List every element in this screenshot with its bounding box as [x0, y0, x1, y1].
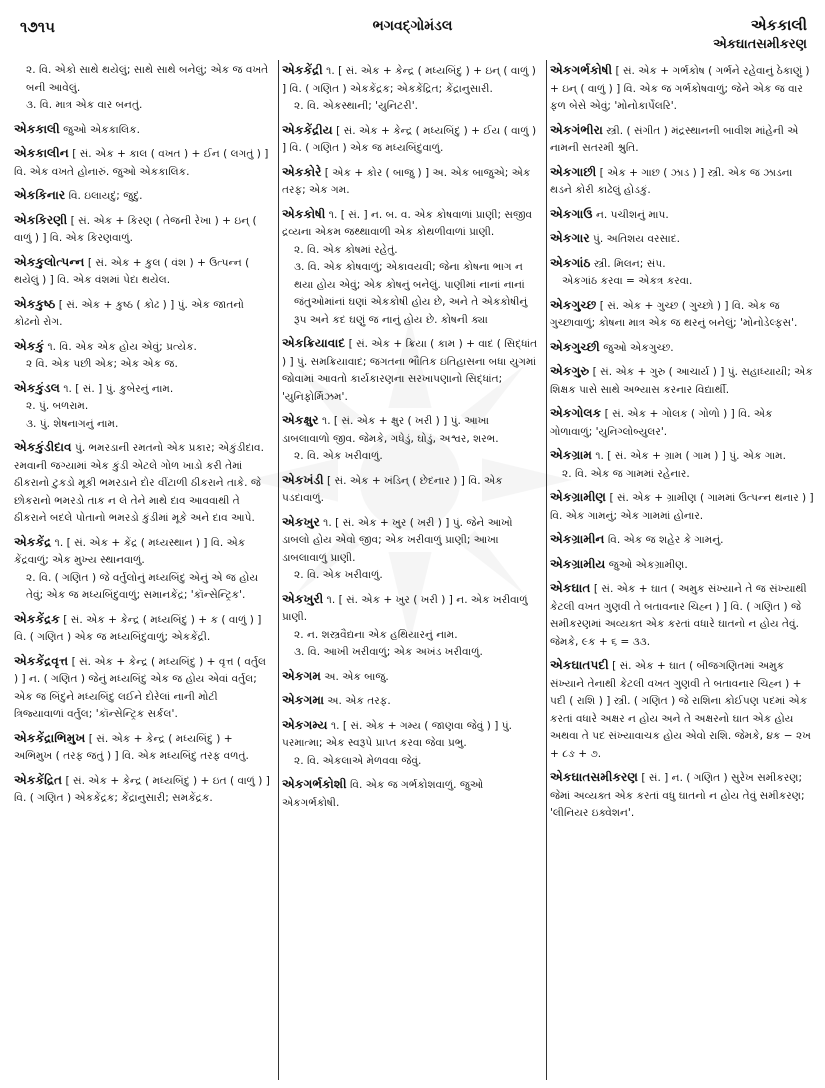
headword: એકકાલી: [14, 121, 60, 136]
dictionary-entry: [550, 657, 814, 763]
definition: પું. ભમરડાની રમતનો એક પ્રકાર; એકુંડીદાવ. રમવાની જગ્યામાં એક કુંડી એટલે ગોળ ખાડો કરી તેમાં ઠીકરાનો ટુકડો મૂકી ભમરડાને દોર વીંટાળી ઠીકરાને તાકે. જે છોકરાનો ભમરડો તાક ન લે તેને માથે દાવ આવવાથી તે ઠીકરાને બદલે પોતાનો ભમરડો કુંડીમાં મૂકે અને દાવ આપે.: [14, 442, 265, 524]
headword: એકગમ્ય: [282, 717, 328, 732]
definition: [ એક + ગાછ ( ઝાડ ) ] સ્ત્રી. એક જ ઝાડના થડને કોરી કાઢેલું હોડકું.: [550, 166, 793, 196]
dictionary-entry: [14, 212, 270, 248]
dictionary-entry: [282, 776, 538, 812]
definition: [ સં. એક + ક્રિયા ( કામ ) + વાદ ( સિદ્ધાંત ) ] પું. સમક્રિયાવાદ; જગતના ભૌતિક ઇતિહાસના બધા યુગમાં જોવામાં આવતો કાર્યકારણના સરખાપણાનો સિદ્ધાંત; 'યુનિફોર્મિઝમ'.: [282, 338, 538, 403]
definition: [ એક + કોર ( બાજુ ) ] અ. એક બાજુએ; એક તરફ; એક ગમ.: [282, 166, 531, 196]
headword: એકગાંઠ: [550, 255, 591, 270]
dictionary-entry: [14, 145, 270, 181]
definition: [ સં. એક + કાલ ( વખત ) + ઈન ( લગતું ) ] વિ. એક વખતે હોનારું. જુઓ એકકાલિક.: [14, 148, 269, 178]
definition: વિ. એક જ શહેર કે ગામનું.: [607, 534, 724, 546]
column-3: [550, 62, 814, 1082]
sub-definition: ૨ વિ. એક પછી એક; એક એક જ.: [26, 358, 178, 370]
headword: એકકોરે: [282, 164, 322, 179]
definition: ૧. [ સં. એક + ખુર ( ખરી ) ] પું. જેને આખો ડાબલો હોય એવો જીવ; એક ખરીવાળું પ્રાણી; આખા ડાબલાવાળું પ્રાણી.: [282, 516, 513, 564]
headword: એકગુરુ: [550, 364, 590, 378]
dictionary-entry: [550, 230, 814, 249]
definition: [ સં. એક + ગુરુ ( આચાર્ય ) ] પું. સહાધ્યાયી; એક શિક્ષક પાસે સાથે અભ્યાસ કરનાર વિદ્યાર્થી.: [550, 366, 813, 396]
dictionary-entry: [550, 164, 814, 200]
headword: એકગર્ભકોષી: [550, 63, 613, 77]
dictionary-entry: [14, 653, 270, 724]
headword: એકગમા: [282, 693, 324, 707]
dictionary-entry: [14, 772, 270, 808]
definition: ન. પચીશનું માપ.: [595, 208, 669, 221]
dictionary-entry: [282, 164, 538, 200]
headword: એકગમ: [282, 668, 321, 683]
definition: [ સં. એક + ગુચ્છ ( ગુચ્છો ) ] વિ. એક જ ગુચ્છાવાળું; કોષના માત્ર એક જ થરનું બનેલું; 'મોનોડેલ્ફસ'.: [550, 299, 798, 329]
definition: [ સં. એક + ગ્રામીણ ( ગામમાં ઉત્પન્ન થનાર ) ] વિ. એક ગામનું; એક ગામમાં હોનાર.: [550, 492, 814, 522]
headword: એકકેંદ્રાભિમુખ: [14, 730, 86, 745]
definition: અ. એક બાજુ.: [324, 670, 389, 683]
definition: ૧. [ સં. એક + ખુર ( ખરી ) ] ન. એક ખરીવાળું પ્રાણી.: [282, 593, 528, 623]
headword: એકગ્રામ: [550, 448, 592, 462]
definition: સ્ત્રી. મિલન; સંપ.: [593, 257, 666, 270]
sub-definition: ૨. વિ. એકસ્થાની; 'યુનિટરી'.: [294, 100, 418, 112]
definition: ૧. [ સં. ] પું. કુબેરનું નામ.: [63, 382, 174, 395]
page-header: [0, 0, 825, 64]
definition: ૧. [ સં. એક + ગમ્ય ( જાણવા જેવું ) ] પું. પરમાત્મા; એક સ્વરૂપે પ્રાપ્ત કરવા જેવા પ્રભુ.: [282, 719, 512, 749]
definition: જુઓ એકકાલિક.: [63, 123, 140, 136]
definition: [ સં. એક + ગર્ભકોષ ( ગર્ભને રહેવાનું ઠેકાણું ) + ઇન્ ( વાળું ) ] વિ. એક જ ગર્ભકોષવાળું; જેને એક જ વાર ફળ બેસે એવું; 'મોનોકાર્પેલરિ'.: [550, 65, 810, 112]
column-1: [14, 62, 270, 1082]
headword: એકગ્રામીય: [550, 556, 606, 571]
dictionary-entry: [282, 412, 538, 466]
definition: ૧. [ સં. એક + ગ્રામ ( ગામ ) ] પું. એક ગામ.: [595, 450, 786, 462]
dictionary-entry: [550, 489, 814, 525]
dictionary-entry: [550, 339, 814, 358]
headword: એકગોલક: [550, 406, 602, 420]
definition: જુઓ એકગુચ્છ.: [603, 341, 674, 354]
headword: એકકું: [14, 338, 45, 353]
headword: એકક્ષુર: [282, 413, 319, 427]
dictionary-entry: [14, 254, 270, 290]
headword: એકકિનાર: [14, 188, 66, 202]
dictionary-entry: [14, 534, 270, 605]
dictionary-entry: [550, 556, 814, 575]
headword: એકગાઉ: [550, 206, 593, 221]
definition: [ સં. એક + કેન્દ્ર ( મધ્યબિંદુ ) + ઇત ( વાળું ) ] વિ. ( ગણિત ) એકકેંદ્રક; કેંદ્રાનુસારી; સમકેંદ્રક.: [14, 774, 270, 804]
definition: ૧. [ સં. એક + કેન્દ્ર ( મધ્યબિંદુ ) + ઇન્ ( વાળું ) ] વિ. ( ગણિત ) એકકેંદ્રક; એકકેંદ્રિત; કેંદ્રાનુસારી.: [282, 65, 536, 95]
sub-definition: ૨. ન. શસ્ત્રવૈદ્યના એક હથિયારનું નામ.: [294, 628, 458, 641]
page-number: ૧૭૧૫: [20, 18, 55, 36]
dictionary-entry: [550, 206, 814, 225]
sub-definition: ૨. વિ. એકો સાથે થયેલું; સાથે સાથે બનેલું; એક જ વખતે બની આવેલું.: [26, 64, 269, 94]
headword: એકઘાત: [550, 581, 591, 595]
definition: [ સં. એક + કેન્દ્ર ( મધ્યબિંદુ ) + ઈય ( વાળું ) ] વિ. ( ગણિત ) એક જ મધ્યબિંદુવાળું.: [282, 124, 537, 154]
dictionary-entry: [14, 121, 270, 140]
headword: એકખંડી: [282, 472, 324, 487]
headword: એકગાછી: [550, 164, 597, 179]
dictionary-entry: [282, 472, 538, 508]
headword: એકગ્રામીણ: [550, 490, 607, 504]
definition: વિ. એક જ ગર્ભકોશવાળું. જુઓ એકગર્ભકોષી.: [282, 779, 484, 809]
headword: એકગંભીરા: [550, 122, 603, 137]
dictionary-entry: [14, 730, 270, 766]
definition: જુઓ એકગ્રામીણ.: [608, 558, 688, 571]
dictionary-entry: [550, 580, 814, 651]
definition: અ. એક તરફ.: [327, 695, 391, 707]
sub-definition: ૨. વિ. એક કોષમાં રહેતું.: [294, 243, 398, 256]
definition: સ્ત્રી. ( સંગીત ) મંદ્રસ્થાનની બાવીશ માંહેની એ નામની સતરમી શ્રુતિ.: [550, 124, 799, 154]
dictionary-entry: [550, 447, 814, 483]
dictionary-entry: [550, 531, 814, 550]
definition: [ સં. એક + કેન્દ્ર ( મધ્યબિંદુ ) + ક ( વાળું ) ] વિ. ( ગણિત ) એક જ મધ્યબિંદુવાળું; એકકેંદ્રી.: [14, 613, 262, 643]
dictionary-entry: [550, 405, 814, 441]
sub-definition: ૩. વિ. માત્ર એક વાર બનતું.: [26, 99, 143, 111]
sub-definition: ૨. વિ. એક જ ગામમાં રહેનાર.: [562, 467, 690, 480]
dictionary-entry: [282, 335, 538, 406]
headword: એકકિરણી: [14, 212, 68, 227]
definition: [ સં. એક + કુષ્ઠ ( કોઢ ) ] પું. એક જાતનો કોઢનો રોગ.: [14, 298, 244, 328]
headword: એકગર્ભકોશી: [282, 777, 347, 791]
dictionary-entry: [14, 62, 270, 115]
sub-definition: ૨. વિ. એક ખરીવાળું.: [294, 450, 383, 462]
headword: એકગ્રામીન: [550, 532, 605, 546]
dictionary-entry: [550, 255, 814, 291]
headword: એકગુચ્છ: [550, 297, 597, 312]
definition: ૧. [ સં. એક + કેંદ્ર ( મધ્યસ્થાન ) ] વિ. એક કેંદ્રવાળું; એક મુખ્ય સ્થાનવાળું.: [14, 536, 246, 566]
dictionary-entry: [14, 296, 270, 332]
dictionary-entry: [550, 62, 814, 116]
headword: એકકોષી: [282, 206, 326, 221]
definition: [ સં. એક + ઘાત ( અમુક સંખ્યાને તે જ સંખ્યાથી કેટલી વખત ગુણવી તે બતાવનાર ચિહ્ન ) ] વિ. ( ગણિત ) જે સમીકરણમાં અવ્યક્ત એક કરતાં વધારે ઘાતનો ન હોય તેવું. જેમકે, ૯ક + ૬ = ૩૩.: [550, 583, 807, 648]
dictionary-entry: [282, 62, 538, 116]
definition: ૧. [ સં. ] ન. બ. વ. એક કોષવાળાં પ્રાણી; સજીવ દ્રવ્યના એકમ જથ્થાવાળી એક કોથળીવાળાં પ્રાણી.: [282, 208, 533, 238]
dictionary-columns: [14, 62, 814, 1082]
dictionary-entry: [14, 439, 270, 528]
definition: [ સં. એક + કેન્દ્ર ( મધ્યબિંદુ ) + વૃત્ત ( વર્તુલ ) ] ન. ( ગણિત ) જેનું મધ્યબિંદુ એક જ હોય એવાં વર્તુલ; એક જ બિંદુને મધ્યબિંદુ લઈને દોરેલાં નાની મોટી ત્રિજ્યાવાળાં વર્તુલ; 'કૉન્સેન્ટ્રિક સર્કલ'.: [14, 655, 267, 720]
definition: ૧. [ સં. એક + ક્ષુર ( ખરી ) ] પું. આખા ડાબલાવાળો જીવ. જેમકે, ગધેડું, ઘોડું, અશ્વર, શરભ.: [282, 415, 499, 445]
headword: એકઘાતપદી: [550, 658, 609, 672]
dictionary-entry: [282, 591, 538, 662]
headword: એકઘાતસમીકરણ: [550, 770, 638, 784]
headword: એકકેંદ્રવૃત્ત: [14, 653, 69, 668]
definition: [ સં. એક + કિરણ ( તેજની રેખા ) + ઇન્ ( વાળું ) ] વિ. એક કિરણવાળું.: [14, 214, 257, 244]
definition: [ સં. એક + કેન્દ્ર ( મધ્યબિંદુ ) + અભિમુખ ( તરફ જતું ) ] વિ. એક મધ્યબિંદુ તરફ વળતું.: [14, 732, 249, 762]
dictionary-entry: [282, 514, 538, 585]
column-2: [282, 62, 538, 1082]
guide-word-bottom: એકઘાતસમીકરણ: [713, 37, 807, 52]
sub-definition: ૨. વિ. ( ગણિત ) જે વર્તુલોનું મધ્યબિંદુ એનું એ જ હોય તેવું; એક જ મધ્યબિંદુવાળું; સમાનકેંદ્ર; 'કૉન્સેન્ટ્રિક'.: [26, 571, 259, 601]
headword: એકકુંડલ: [14, 380, 60, 395]
dictionary-entry: [550, 297, 814, 333]
sub-definition: ૩. પું. શેષનાગનું નામ.: [26, 417, 119, 430]
sub-definition: ૨. વિ. એકલાએ મેળવવા જેવું.: [294, 754, 422, 767]
dictionary-entry: [14, 338, 270, 374]
headword: એકકેંદ્રિત: [14, 772, 63, 787]
guide-words: [713, 16, 807, 52]
definition: ૧. વિ. એક એક હોય એવું; પ્રત્યેક.: [47, 340, 197, 353]
definition: [ સં. એક + ઘાત ( બીજગણિતમાં અમુક સંખ્યાને તેનાથી કેટલી વખત ગુણવી તે બતાવનાર ચિહ્ન ) + પદી ( રાશિ ) ] સ્ત્રી. ( ગણિત ) જે રાશિના કોઈપણ પદમાં એક કરતાં વધારે અક્ષર ન હોય અને તે અક્ષરનો ઘાત એક હોય અથવા તે પદ સંખ્યાવાચક હોય એવો રાશિ. જેમકે, ૪ક − ૨ખ + ૮ઙ + ૭.: [550, 660, 811, 760]
headword: એકકાલીન: [14, 146, 69, 160]
definition: [ સં. એક + ગોલક ( ગોળો ) ] વિ. એક ગોળાવાળું; 'યુનિગ્લોબ્યુલર'.: [550, 408, 773, 438]
page-title: ભગવદ્ગોમંડલ: [372, 18, 453, 34]
definition: પું. અતિશય વરસાદ.: [593, 233, 680, 245]
headword: એકકેંદ્ર: [14, 534, 52, 549]
dictionary-entry: [550, 769, 814, 823]
headword: એકગાર: [550, 231, 590, 245]
headword: એકગુચ્છી: [550, 339, 600, 354]
sub-definition: ૨. વિ. એક ખરીવાળું.: [294, 569, 383, 581]
definition: [ સં. એક + કુલ ( વંશ ) + ઉત્પન્ન ( થયેલું ) ] વિ. એક વંશમાં પેદા થયેલ.: [14, 256, 250, 286]
dictionary-entry: [14, 187, 270, 206]
dictionary-entry: [14, 611, 270, 647]
sub-definition: ૩. વિ. આખી ખરીવાળું; એક અખંડ ખરીવાળું.: [294, 646, 483, 658]
sub-definition: ૨. પું. બળરામ.: [26, 400, 89, 412]
definition: વિ. ઇલાયદું; જુદું.: [68, 190, 143, 202]
headword: એકકુષ્ઠ: [14, 296, 56, 311]
dictionary-entry: [550, 122, 814, 158]
dictionary-entry: [282, 122, 538, 158]
headword: એકકેંદ્રક: [14, 611, 60, 626]
dictionary-entry: [282, 206, 538, 330]
definition: [ સં. ] ન. ( ગણિત ) સુરેખ સમીકરણ; જેમાં અવ્યક્ત એક કરતાં વધુ ઘાતનો ન હોય તેવું સમીકરણ; 'લીનિયર ઇક્વેશન'.: [550, 772, 805, 819]
headword: એકકુલોત્પન્ન: [14, 254, 85, 269]
sub-definition: ૩. વિ. એક કોષવાળું; એકાવયવી; જેના કોષના ભાગ ન થયા હોય એવું; એક કોષનું બનેલું. પાણીમાં નાનાં નાનાં જંતુઓમાંનાં ઘણાં એકકોષી હોય છે, અને તે એકકોષીનું રૂપ અને કદ ઘણું જ નાનું હોય છે. કોષની ક્યા: [294, 261, 528, 326]
headword: એકખુરી: [282, 591, 324, 606]
headword: એકક્રિયાવાદ: [282, 336, 346, 350]
headword: એકખુર: [282, 514, 320, 529]
dictionary-entry: [282, 668, 538, 687]
headword: એકકેંદ્રી: [282, 63, 323, 77]
sub-definition: એકગાંઠ કરવા = એકત્ર કરવા.: [562, 275, 693, 287]
definition: [ સં. એક + ખંડિન્ ( છેદનાર ) ] વિ. એક પડદાવાળું.: [282, 474, 503, 504]
headword: એકકુંડીદાવ: [14, 440, 72, 454]
dictionary-entry: [282, 692, 538, 711]
dictionary-entry: [14, 380, 270, 434]
dictionary-entry: [550, 363, 814, 399]
headword: એકકેંદ્રીય: [282, 122, 333, 137]
guide-word-top: એકકાલી: [750, 16, 807, 34]
dictionary-entry: [282, 717, 538, 771]
